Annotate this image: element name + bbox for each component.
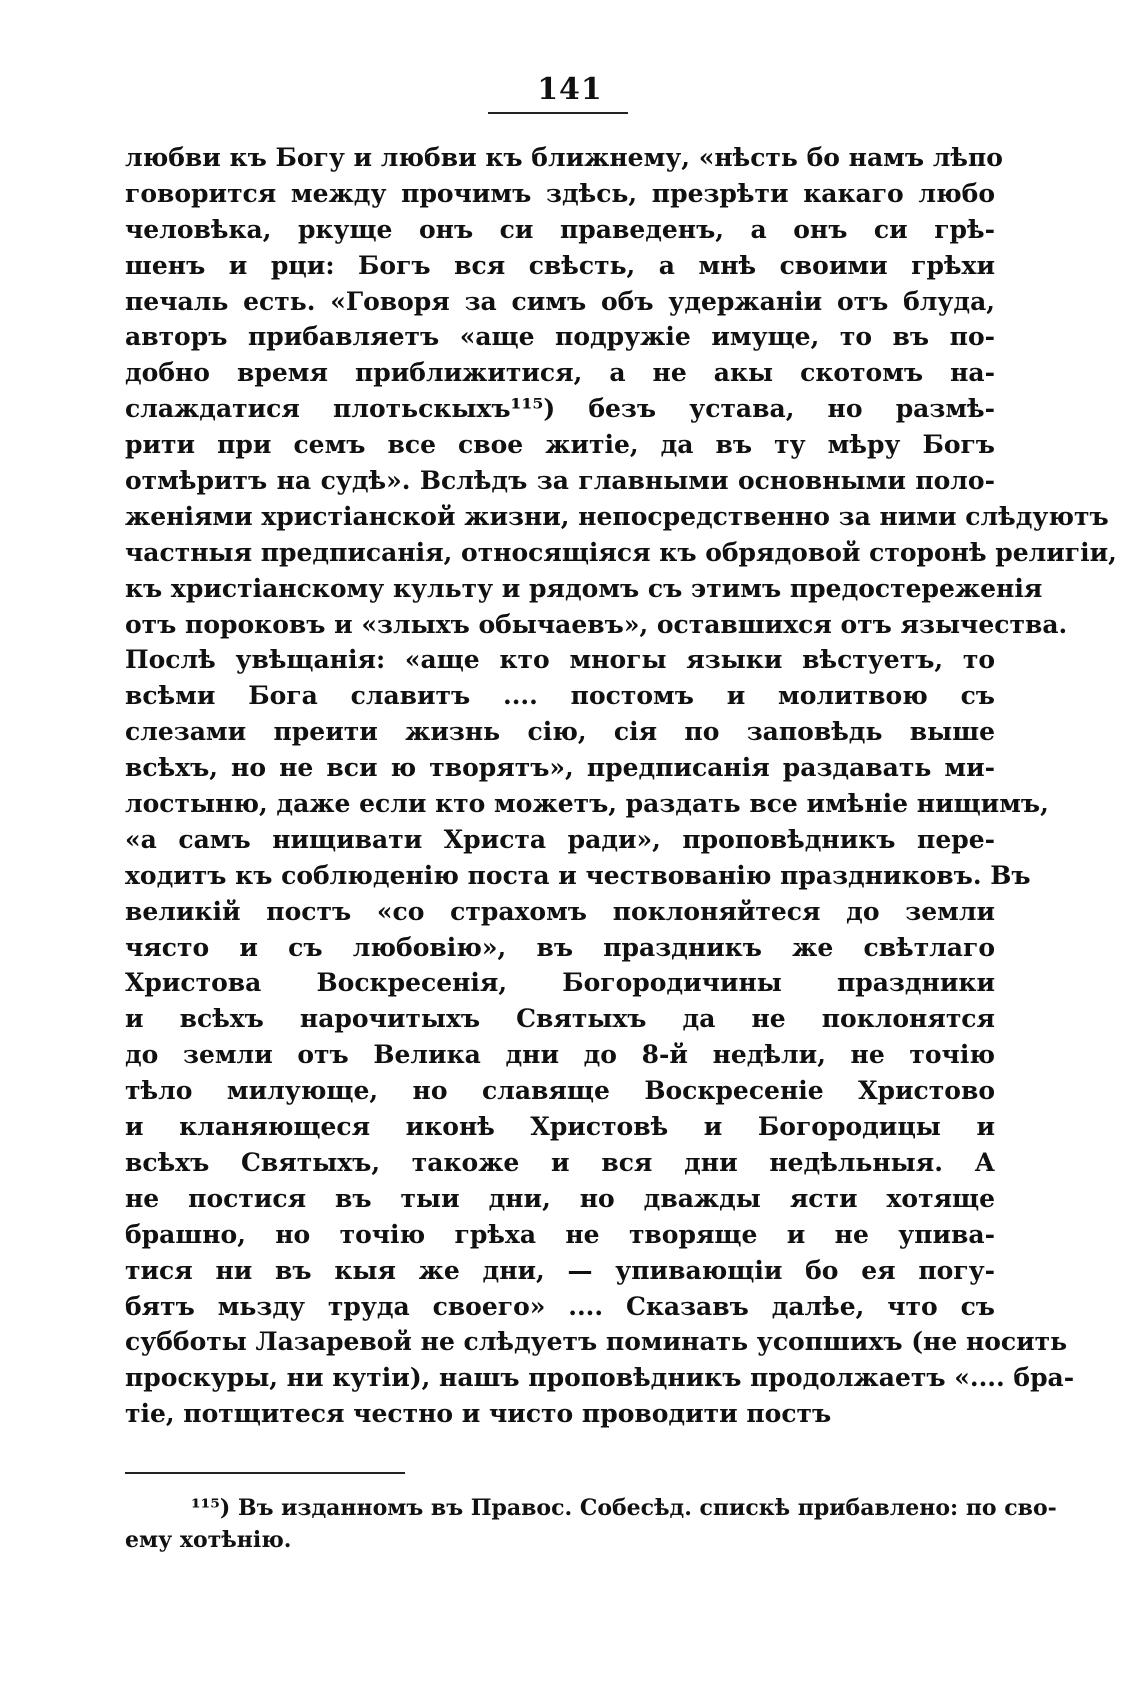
page-number-rule (488, 112, 628, 114)
text-line: отъ пороковъ и «злыхъ обычаевъ», оставшихся отъ язычества. (125, 609, 1068, 639)
text-line: любви къ Богу и любви къ ближнему, «нѣсть бо намъ лѣпо (125, 143, 1003, 172)
text-line: ходитъ къ соблюденію поста и чествованію праздниковъ. Въ (125, 860, 1031, 890)
text-line: слаждатися плотьскыхъ¹¹⁵) безъ устава, но размѣ- (125, 394, 995, 424)
text-line: къ христіанскому культу и рядомъ съ этимъ предостереженія (125, 573, 1043, 603)
text-line: говорится между прочимъ здѣсь, презрѣти какаго любо (125, 178, 995, 208)
text-line: тіе, потщитеся честно и чисто проводити постъ (125, 1399, 832, 1429)
page-number: 141 (537, 72, 603, 107)
text-line: бятъ мьзду труда своего» .... Сказавъ далѣе, что съ (125, 1291, 995, 1321)
footnote (125, 1492, 1057, 1556)
text-line: «а самъ нищивати Христа ради», проповѣдникъ пере- (125, 824, 995, 854)
text-line: и всѣхъ нарочитыхъ Святыхъ да не поклонятся (125, 1004, 995, 1034)
text-line: печаль есть. «Говоря за симъ объ удержаніи отъ блуда, (125, 286, 995, 316)
text-line: тѣло милующе, но славяще Воскресеніе Христово (125, 1076, 995, 1106)
footnote-rule (125, 1472, 405, 1474)
text-line: слезами преити жизнь сію, сія по заповѣдь выше (125, 717, 995, 747)
footnote-line: ему хотѣнію. (125, 1527, 292, 1553)
text-line: тися ни въ кыя же дни, — упивающіи бо ея погу- (125, 1255, 995, 1285)
text-line: отмѣритъ на судѣ». Вслѣдъ за главными основными поло- (125, 466, 995, 496)
text-line: чясто и съ любовію», въ праздникъ же свѣтлаго (125, 932, 995, 962)
text-line: брашно, но точію грѣха не творяще и не упива- (125, 1219, 995, 1249)
text-line: авторъ прибавляетъ «аще подружіе имуще, то въ по- (125, 322, 995, 352)
text-line: не постися въ тыи дни, но дважды ясти хотяще (125, 1183, 995, 1213)
text-line: субботы Лазаревой не слѣдуетъ поминать усопшихъ (не носить (125, 1327, 1068, 1357)
text-line: Послѣ увѣщанія: «аще кто многы языки вѣстуетъ, то (125, 645, 995, 675)
text-line: до земли отъ Велика дни до 8-й недѣли, не точію (125, 1040, 995, 1070)
text-line: частныя предписанія, относящіяся къ обрядовой сторонѣ религіи, (125, 537, 1117, 567)
text-line: великій постъ «со страхомъ поклоняйтеся до земли (125, 896, 995, 926)
body-text (125, 140, 1117, 1432)
text-line: женіями христіанской жизни, непосредственно за ними слѣдуютъ (125, 501, 1109, 531)
text-line: рити при семъ все свое житіе, да въ ту мѣру Богъ (125, 430, 995, 460)
text-line: всѣхъ, но не вси ю творятъ», предписанія раздавать ми- (125, 753, 995, 783)
text-line: шенъ и рци: Богъ вся свѣсть, а мнѣ своими грѣхи (125, 250, 995, 280)
text-line: и кланяющеся иконѣ Христовѣ и Богородицы и (125, 1112, 995, 1142)
footnote-line: ¹¹⁵) Въ изданномъ въ Правос. Собесѣд. спискѣ прибавлено: по сво- (191, 1495, 1057, 1521)
text-line: всѣхъ Святыхъ, такоже и вся дни недѣльныя. А (125, 1147, 995, 1177)
text-line: лостыню, даже если кто можетъ, раздать все имѣніе нищимъ, (125, 789, 1049, 819)
text-line: проскуры, ни кутіи), нашъ проповѣдникъ продолжаетъ «.... бра- (125, 1363, 1075, 1393)
text-line: человѣка, ркуще онъ си праведенъ, а онъ си грѣ- (125, 214, 995, 244)
text-line: всѣми Бога славитъ .... постомъ и молитвою съ (125, 681, 995, 711)
text-line: Христова Воскресенія, Богородичины праздники (125, 968, 995, 998)
text-line: добно время приближитися, а не акы скотомъ на- (125, 358, 995, 388)
